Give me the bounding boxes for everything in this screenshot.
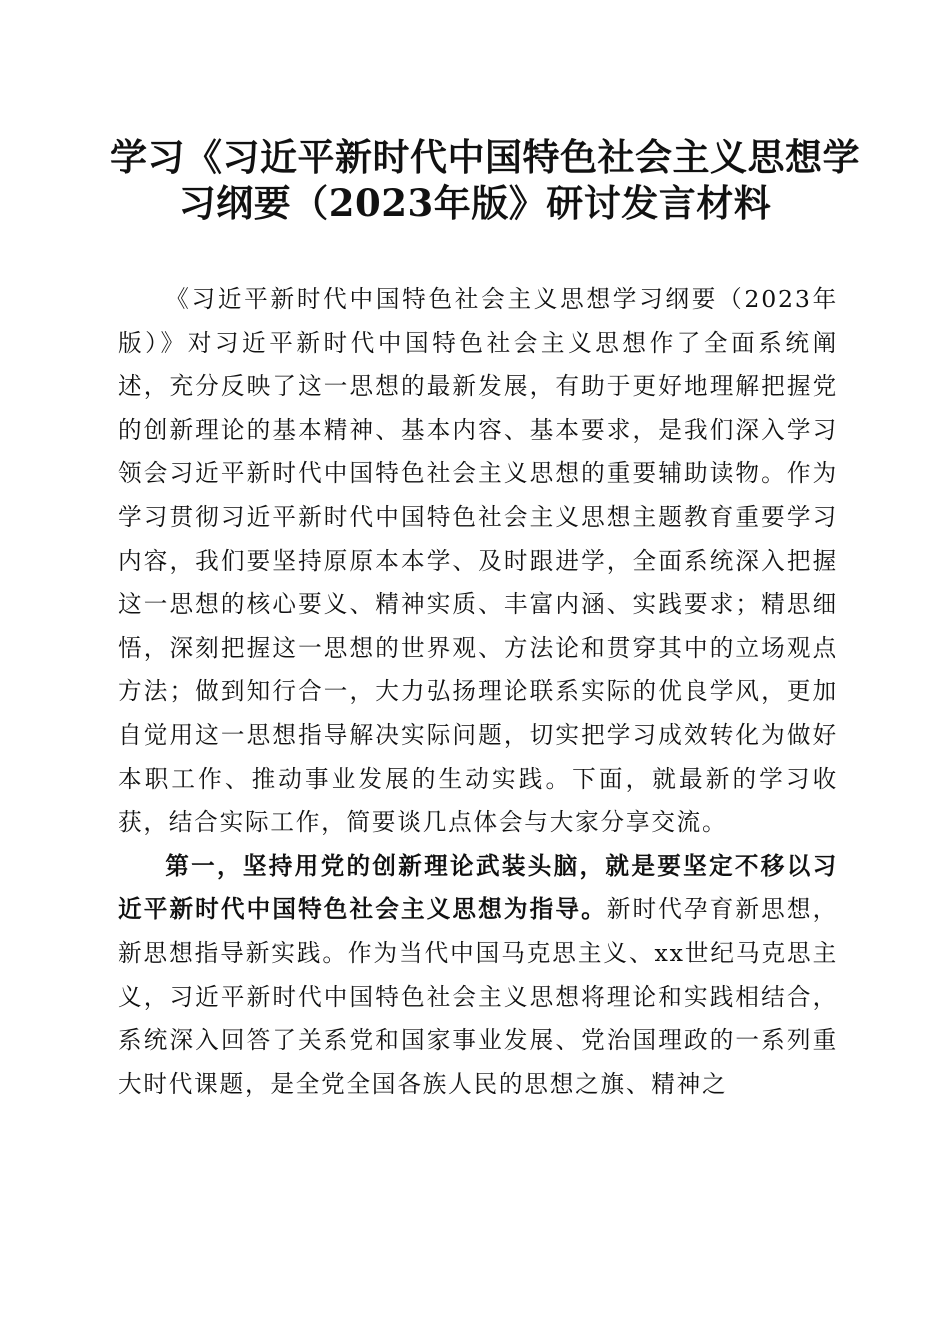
paragraph-point-one-text: 新时代孕育新思想，新思想指导新实践。作为当代中国马克思主义、xx世纪马克思主义，习近平新时代中国特色社会主义思想将理论和实践相结合，系统深入回答了关系党和国家事业发展、党治国理政的一系列重大时代课题，是全党全国各族人民的思想之旗、精神之 <box>118 895 838 1098</box>
document-title <box>110 134 860 226</box>
paragraph-intro <box>118 278 838 845</box>
paragraph-point-one <box>118 845 838 1107</box>
paragraph-intro-text: 《习近平新时代中国特色社会主义思想学习纲要（2023年版）》对习近平新时代中国特色社会主义思想作了全面系统阐述，充分反映了这一思想的最新发展，有助于更好地理解把握党的创新理论的基本精神、基本内容、基本要求，是我们深入学习领会习近平新时代中国特色社会主义思想的重要辅助读物。作为学习贯彻习近平新时代中国特色社会主义思想主题教育重要学习内容，我们要坚持原原本本学、及时跟进学，全面系统深入把握这一思想的核心要义、精神实质、丰富内涵、实践要求；精思细悟，深刻把握这一思想的世界观、方法论和贯穿其中的立场观点方法；做到知行合一，大力弘扬理论联系实际的优良学风，更加自觉用这一思想指导解决实际问题，切实把学习成效转化为做好本职工作、推动事业发展的生动实践。下面，就最新的学习收获，结合实际工作，简要谈几点体会与大家分享交流。 <box>118 285 838 837</box>
title-line-1: 学习《习近平新时代中国特色社会主义思想学 <box>110 135 860 179</box>
document-body <box>118 278 838 1106</box>
title-line-2: 习纲要（2023年版》研讨发言材料 <box>178 181 772 225</box>
paragraph-point-one-heading: 第一，坚持用党的创新理论武装头脑，就是要坚定不移以习近平新时代中国特色社会主义思想为指导。 <box>118 851 838 924</box>
